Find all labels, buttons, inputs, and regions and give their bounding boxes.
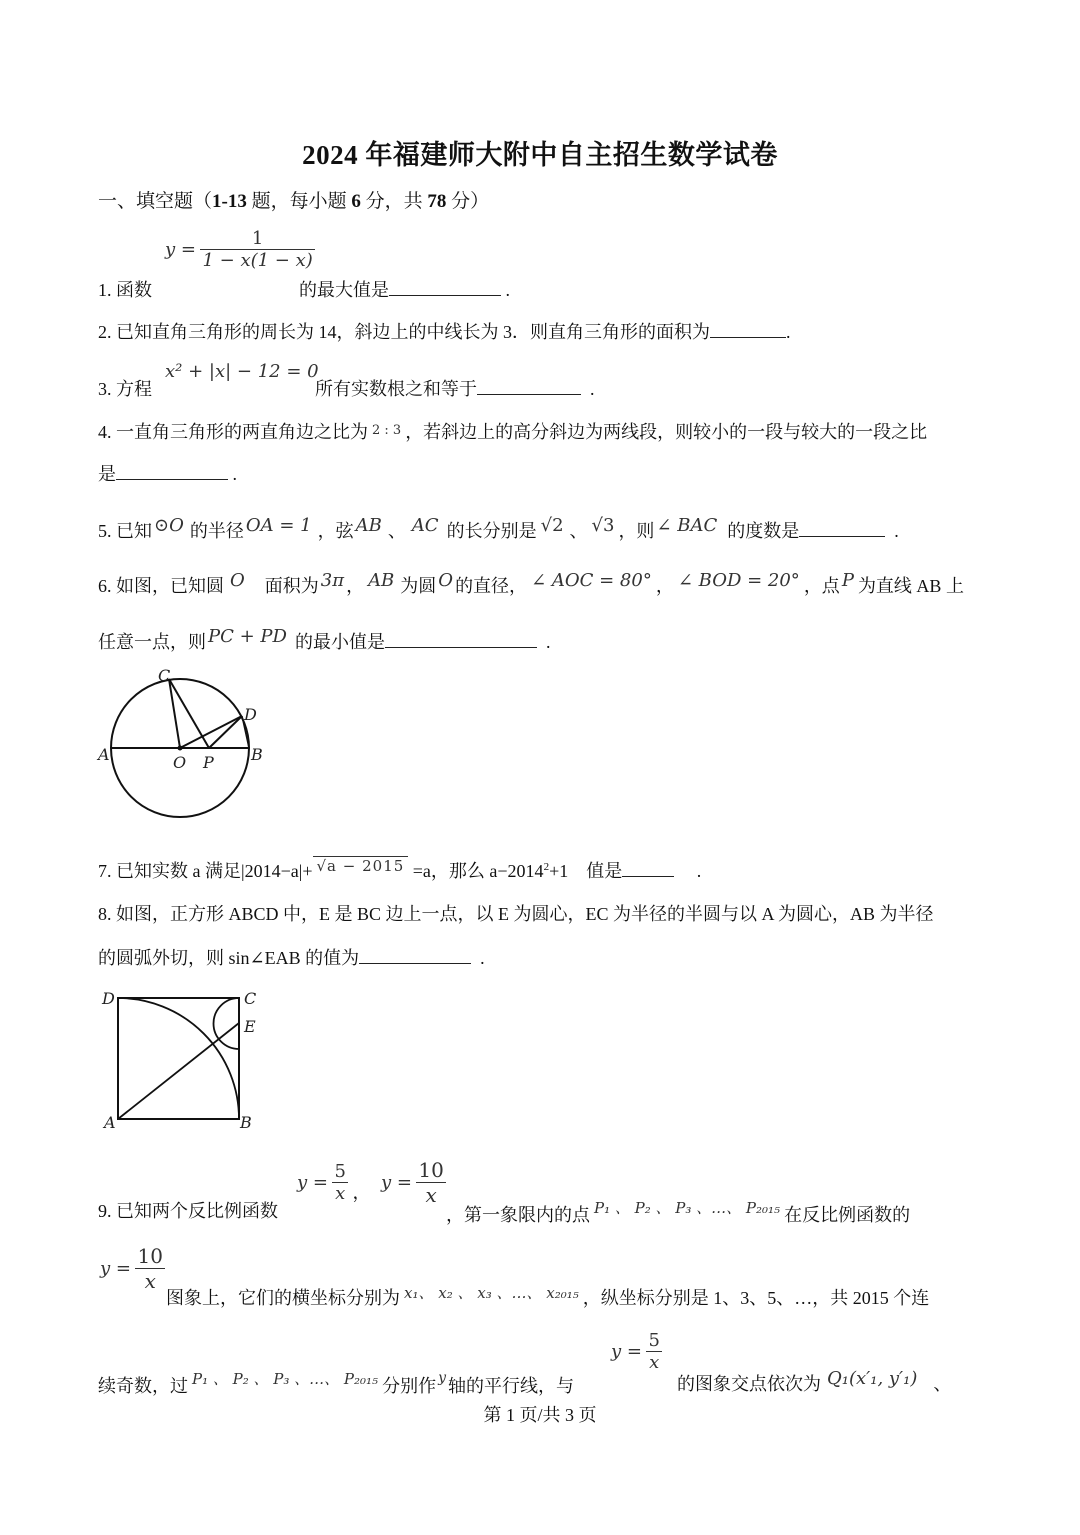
q6-bod: ∠ BOD = 20° [677, 570, 800, 591]
q6-e: 的直径， [455, 576, 528, 596]
q9-f1-den: x [332, 1182, 347, 1204]
q6-o: O [230, 570, 245, 591]
q7-end: . [696, 861, 702, 881]
question-1-text [299, 276, 510, 302]
fig8-label-b: B [240, 1113, 252, 1132]
q9-f2-num: 10 [418, 1158, 444, 1182]
q9-q1: Q₁(x′₁, y′₁) [827, 1368, 918, 1389]
q6-a: 6. 如图，已知圆 [98, 576, 224, 596]
q7-answer-blank[interactable] [622, 875, 674, 877]
q9-xs: x₁、 x₂ 、 x₃ 、…、 x₂₀₁₅ [404, 1284, 579, 1302]
q9-f: 续奇数，过 [98, 1376, 188, 1396]
q3-end: . [590, 379, 595, 399]
q4-ratio: 2 : 3 [372, 423, 402, 438]
q7-root: √a − 2015 [313, 856, 409, 875]
q6-b: 面积为 [264, 576, 319, 596]
q9-b: ，第一象限内的点 [446, 1205, 590, 1225]
q9-points: P₁ 、 P₂ 、 P₃ 、…、 P₂₀₁₅ [594, 1199, 781, 1217]
q6-o2: O [438, 570, 454, 591]
question-8-line-2 [98, 944, 485, 970]
q9-d: 图象上，它们的横坐标分别为 [166, 1288, 400, 1308]
q4-line2: 是 [98, 464, 116, 484]
q9-f2-y: y = [380, 1172, 412, 1193]
q6-area: 3π [320, 570, 345, 591]
question-1-label: 1. 函数 [98, 280, 152, 300]
q5-oa: OA = 1 [245, 515, 312, 536]
q5-answer-blank[interactable] [799, 535, 885, 537]
q5-end: . [894, 521, 899, 541]
q2-end: . [786, 322, 791, 342]
q1-numerator: 1 [251, 228, 264, 249]
q6-ab: AB [368, 570, 395, 591]
q8-end: . [480, 948, 485, 968]
section-end: 分） [446, 191, 490, 212]
fig8-label-d: D [102, 989, 115, 1008]
q6-aoc: ∠ AOC = 80° [531, 570, 652, 591]
figure-6-circle-diagram [94, 664, 274, 824]
q9-c: 在反比例函数的 [784, 1205, 911, 1225]
q3-equation: x² + |x| − 12 = 0 [165, 361, 319, 382]
fig6-segment-od [180, 716, 242, 748]
q6-h: 为直线 AB 上 [857, 576, 964, 596]
fig8-label-e: E [244, 1017, 256, 1036]
section-mid1: 题，每小题 [246, 191, 352, 212]
q5-ab: AB [355, 515, 382, 536]
q6-line2-a: 任意一点，则 [98, 632, 206, 652]
q9-yaxis: y [438, 1370, 446, 1386]
q9-f3-den: x [135, 1268, 164, 1293]
question-9-line-3-end [677, 1368, 951, 1396]
q9-f4-num: 5 [648, 1330, 660, 1351]
page-footer: 第 1 页/共 3 页 [483, 1405, 597, 1425]
q9-f2-den: x [416, 1182, 445, 1207]
question-9-line-3 [98, 1368, 574, 1398]
section-range: 1-13 [212, 191, 247, 212]
q5-f: 、 [569, 521, 588, 541]
section-mid2: 分，共 [360, 191, 428, 212]
q9-i: 的图象交点依次为 [677, 1374, 821, 1394]
fig8-label-a: A [104, 1113, 116, 1132]
q6-answer-blank[interactable] [385, 646, 537, 648]
q6-c: ， [346, 576, 365, 596]
section-prefix: 一、填空题（ [98, 191, 213, 212]
q5-root2: √2 [540, 515, 564, 536]
fig6-label-c: C [158, 666, 171, 685]
question-3-text [315, 375, 595, 401]
q5-b: 的半径 [189, 521, 244, 541]
q7-b: =a，那么 a−2014 [412, 861, 544, 881]
fig6-label-d: D [244, 705, 257, 724]
q6-d: 为圆 [400, 576, 437, 596]
q9-points-2: P₁ 、 P₂ 、 P₃ 、…、 P₂₀₁₅ [192, 1370, 379, 1388]
q5-a: 5. 已知 [98, 521, 152, 541]
q1-denominator: 1 − x(1 − x) [202, 250, 313, 271]
fig8-label-c: C [244, 989, 257, 1008]
q5-c: ，弦 [317, 521, 354, 541]
q6-p: P [841, 570, 854, 591]
q5-e: 的长分别是 [446, 521, 537, 541]
q4-text-a: 4. 一直角三角形的两直角边之比为 [98, 422, 368, 442]
section-points: 6 [351, 191, 361, 212]
question-6-line-1 [98, 570, 964, 598]
q2-text: 2. 已知直角三角形的周长为 14，斜边上的中线长为 3．则直角三角形的面积为 [98, 322, 710, 342]
fig8-segment-ae [118, 1023, 239, 1119]
q9-f4-fraction [646, 1330, 661, 1373]
question-8-line-1: 8. 如图，正方形 ABCD 中，E 是 BC 边上一点，以 E 为圆心，EC 为半径的半圆与以 A 为圆心，AB 为半径 [98, 904, 934, 924]
q5-circle: ⊙O [154, 515, 184, 536]
question-6-line-2 [98, 626, 550, 654]
q6-f: ， [655, 576, 674, 596]
q9-f3-num: 10 [137, 1244, 163, 1268]
fig6-label-o: O [173, 753, 187, 772]
q9-function-4 [611, 1330, 662, 1373]
question-9-label: 9. 已知两个反比例函数 [98, 1201, 278, 1221]
q5-angle: ∠ BAC [656, 515, 718, 536]
q2-answer-blank[interactable] [710, 336, 786, 338]
fig8-square [118, 998, 239, 1119]
fig6-label-b: B [251, 745, 263, 764]
q9-f3-y: y = [100, 1258, 131, 1279]
fig6-label-a: A [98, 745, 110, 764]
q7-exponent: 2 [543, 861, 550, 873]
q9-h: 轴的平行线，与 [448, 1376, 574, 1396]
q7-c: +1 值是 [549, 861, 623, 881]
question-7 [98, 857, 701, 883]
q1-y-eq: y = [165, 239, 196, 260]
question-9-line-1-text [446, 1197, 910, 1227]
q9-f1-fraction [332, 1161, 347, 1204]
q9-f3-fraction [135, 1244, 164, 1293]
question-3-label: 3. 方程 [98, 379, 152, 399]
section-header [98, 186, 489, 213]
q4-text-b: ，若斜边上的高分斜边为两线段，则较小的一段与较大的一段之比 [405, 422, 928, 442]
q5-g: ，则 [618, 521, 655, 541]
page-title: 2024 年福建师大附中自主招生数学试卷 [302, 140, 778, 170]
q6-line2-b: 的最小值是 [294, 632, 385, 652]
section-total: 78 [427, 191, 447, 212]
question-4-line-1 [98, 418, 927, 444]
q6-end: . [545, 632, 551, 652]
q9-function-3 [100, 1244, 165, 1293]
q7-a: 7. 已知实数 a 满足|2014−a|+ [98, 861, 313, 881]
q5-h: 的度数是 [727, 521, 800, 541]
q4-answer-blank[interactable] [116, 478, 228, 480]
fig8-arc-a [118, 998, 239, 1119]
q9-f4-y: y = [611, 1341, 642, 1362]
q8-line2: 的圆弧外切，则 sin∠EAB 的值为 [98, 948, 360, 968]
q5-ac: AC [411, 515, 439, 536]
fig6-label-p: P [203, 753, 214, 772]
q3-answer-blank[interactable] [477, 393, 581, 395]
q9-f1-num: 5 [334, 1161, 346, 1182]
q9-function-1 [297, 1158, 446, 1207]
q9-f2-fraction [416, 1158, 445, 1207]
q9-f4-den: x [646, 1351, 661, 1373]
q6-expr: PC + PD [208, 626, 287, 647]
q1-fraction [200, 228, 314, 271]
q5-d: 、 [387, 521, 406, 541]
question-4-line-2 [98, 460, 237, 486]
q6-g: ，点 [803, 576, 840, 596]
q1-end: . [505, 280, 510, 300]
fig8-semicircle-e [214, 998, 240, 1049]
question-1-formula [165, 228, 315, 271]
fig6-center-point [178, 746, 183, 751]
q9-f1-y: y = [297, 1172, 328, 1193]
q3-suffix: 所有实数根之和等于 [315, 379, 477, 399]
q9-j: 、 [933, 1374, 952, 1394]
q8-answer-blank[interactable] [359, 962, 471, 964]
question-2 [98, 318, 791, 344]
q4-end: . [232, 464, 237, 484]
q9-g: 分别作 [382, 1376, 437, 1396]
fig6-segment-pd [209, 716, 242, 748]
question-5 [98, 515, 899, 543]
q9-e: ，纵坐标分别是 1、3、5、…，共 2015 个连 [582, 1288, 930, 1308]
q5-root3: √3 [591, 515, 615, 536]
q1-suffix: 的最大值是 [299, 280, 389, 300]
figure-8-square-diagram [96, 986, 266, 1132]
question-9-line-2 [166, 1282, 929, 1310]
q1-answer-blank[interactable] [389, 294, 501, 296]
q9-sep: ， [352, 1182, 371, 1203]
